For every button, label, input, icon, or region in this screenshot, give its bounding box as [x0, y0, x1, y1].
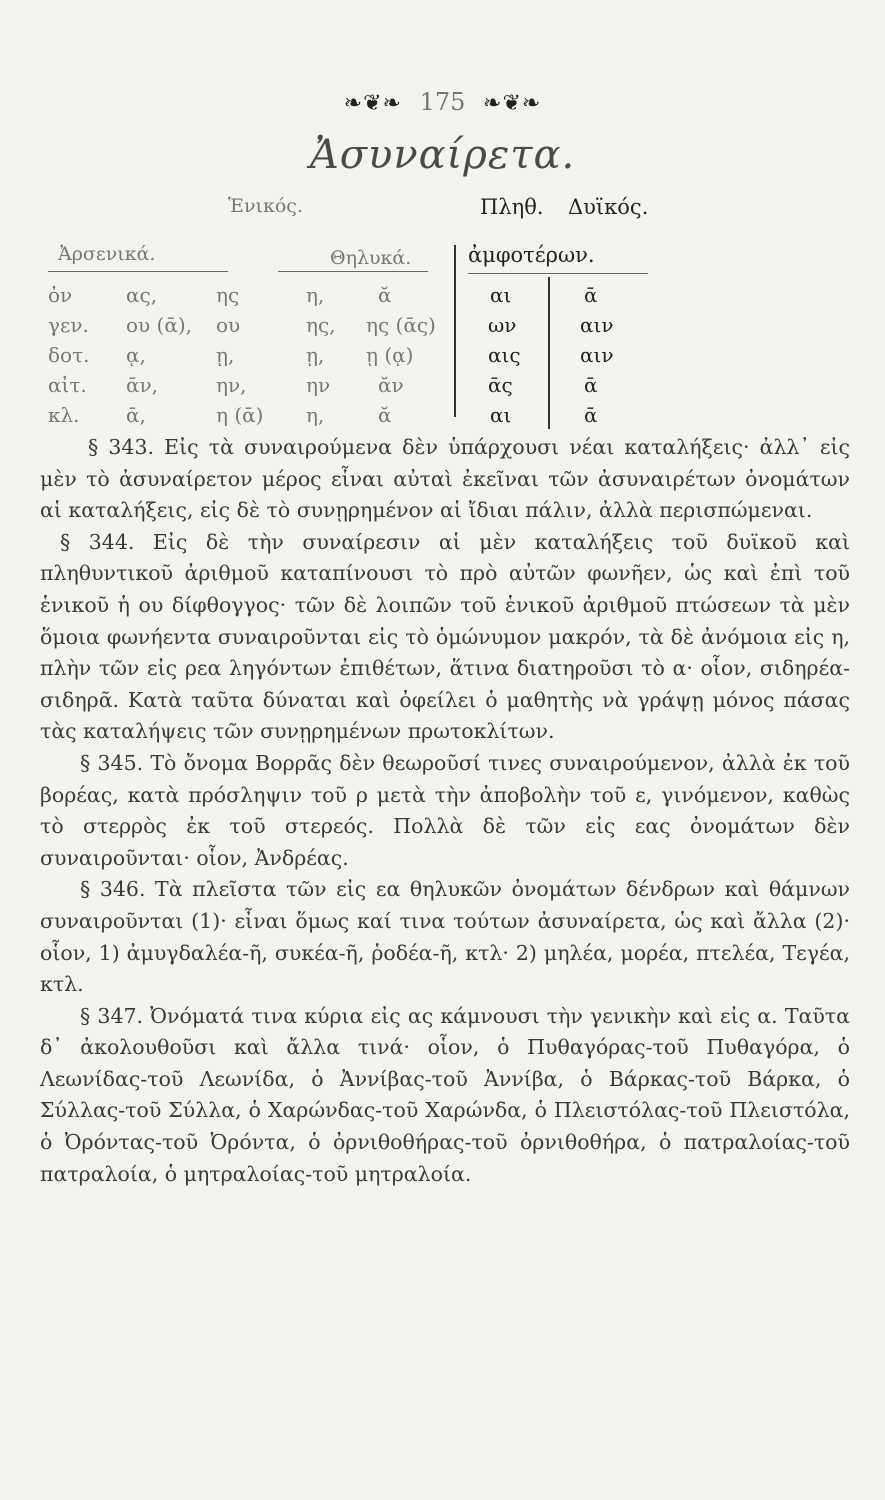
dual-ending: αιν — [580, 313, 614, 337]
dual-ending: ᾱ — [584, 283, 598, 307]
masc-ending-1: ᾱ, — [126, 403, 146, 427]
paragraph-345: § 345. Τὸ ὄνομα Βορρᾶς δὲν θεωροῦσί τινες συναιρούμενον, ἀλλὰ ἐκ τοῦ βορέας, κατὰ πρόσληψιν τοῦ ρ μετὰ τὴν ἀποβολὴν τοῦ ε, γινόμενον, καθὼς τὸ στερρὸς ἐκ τοῦ στερεός. Πολλὰ δὲ τῶν εἰς εας ὀνομάτων δὲν συναιροῦνται· οἷον, Ἀνδρέας. — [40, 750, 857, 870]
dual-subheading: ἀμφοτέρων. — [468, 243, 595, 267]
body-text — [40, 432, 857, 1190]
paragraph-347: § 347. Ὀνόματά τινα κύρια εἰς ας κάμνουσι τὴν γενικὴν καὶ εἰς α. Ταῦτα δ᾽ ἀκολουθοῦσι καὶ ἄλλα τινά· οἷον, ὁ Πυθαγόρας-τοῦ Πυθαγόρα, ὁ Λεωνίδας-τοῦ Λεωνίδα, ὁ Ἀννίβας-τοῦ Ἀννίβα, ὁ Βάρκας-τοῦ Βάρκα, ὁ Σύλλας-τοῦ Σύλλα, ὁ Χαρώνδας-τοῦ Χαρώνδα, ὁ Πλειστόλας-τοῦ Πλειστόλα, ὁ Ὀρόντας-τοῦ Ὀρόντα, ὁ ὀρνιθοθήρας-τοῦ ὀρνιθοθήρα, ὁ πατραλοίας-τοῦ πατραλοία, ὁ μητραλοίας-τοῦ μητραλοία. — [40, 1003, 857, 1186]
plural-heading: Πληθ. — [480, 195, 544, 219]
dual-ending: ᾱ — [584, 403, 598, 427]
fem-ending-1: η, — [306, 403, 325, 427]
singular-heading: Ἑνικός. — [228, 195, 303, 217]
table-row — [48, 403, 848, 429]
masc-ending-1: ας, — [126, 283, 158, 307]
masc-ending-1: ου (ᾱ), — [126, 313, 193, 337]
fem-ending-1: ην — [306, 373, 331, 397]
rule-feminine — [278, 271, 428, 272]
fem-ending-1: ης, — [306, 313, 336, 337]
paragraph-344: § 344. Εἰς δὲ τὴν συναίρεσιν αἱ μὲν καταλήξεις τοῦ δυϊκοῦ καὶ πληθυντικοῦ ἀριθμοῦ καταπίνουσι τὸ πρὸ αὐτῶν φωνῆεν, ὡς καὶ ἐπὶ τοῦ ἑνικοῦ ἡ ου δίφθογγος· τῶν δὲ λοιπῶν τοῦ ἑνικοῦ ἀριθμοῦ πτώσεων τὰ μὲν ὅμοια φωνήεντα συναιροῦνται εἰς τὸ ὁμώνυμον μακρόν, τὰ δὲ ἀνόμοια εἰς η, πλὴν τῶν εἰς ρεα ληγόντων ἐπιθέτων, ἅτινα διατηροῦσι τὸ α· οἷον, σιδηρέα-σιδηρᾶ. Κατὰ ταῦτα δύναται καὶ ὀφείλει ὁ μαθητὴς νὰ γράψῃ μόνος πάσας τὰς καταλήψεις τῶν συνῃρημένων πρωτοκλίτων. — [40, 529, 857, 744]
fem-ending-1: η, — [306, 283, 325, 307]
dual-ending: ᾱ — [584, 373, 598, 397]
page-header — [0, 88, 885, 116]
page-number: 175 — [419, 88, 466, 116]
page-title: Ἀσυναίρετα. — [309, 132, 576, 178]
fem-ending-2: ᾰ — [378, 403, 392, 427]
plural-ending: αι — [490, 283, 512, 307]
masc-ending-2: η (ᾱ) — [216, 403, 264, 427]
plural-ending: αι — [490, 403, 512, 427]
masc-ending-2: ου — [216, 313, 241, 337]
ornament-right-icon: ❧❦❧ — [483, 91, 542, 116]
plural-ending: αις — [488, 343, 521, 367]
rule-masculine — [48, 271, 228, 272]
declension-table — [48, 195, 848, 435]
plural-ending: ων — [488, 313, 517, 337]
dual-ending: αιν — [580, 343, 614, 367]
case-label: κλ. — [48, 403, 80, 427]
case-label: ὀν — [48, 283, 73, 307]
plural-ending: ᾱς — [488, 373, 513, 397]
masc-ending-2: ῃ, — [216, 343, 235, 367]
feminine-heading: Θηλυκά. — [330, 247, 412, 269]
paragraph-346: § 346. Τὰ πλεῖστα τῶν εἰς εα θηλυκῶν ὀνομάτων δένδρων καὶ θάμνων συναιροῦνται (1)· εἶναι ὅμως καί τινα τούτων ἀσυναίρετα, ὡς καὶ ἄλλα (2)· οἷον, 1) ἀμυγδαλέα-ῆ, συκέα-ῆ, ῥοδέα-ῆ, κτλ· 2) μηλέα, μορέα, πτελέα, Τεγέα, κτλ. — [40, 877, 857, 997]
ornament-left-icon: ❧❦❧ — [343, 91, 402, 116]
rule-plural-dual — [468, 273, 648, 274]
fem-ending-1: ῃ, — [306, 343, 325, 367]
fem-ending-2: ῃ (ᾳ) — [366, 343, 414, 367]
fem-ending-2: ης (ᾱς) — [366, 313, 436, 337]
table-row — [48, 373, 848, 399]
masc-ending-1: ᾳ, — [126, 343, 146, 367]
masc-ending-1: ᾱν, — [126, 373, 159, 397]
case-label: αἰτ. — [48, 373, 87, 397]
paragraph-343: § 343. Εἰς τὰ συναιρούμενα δὲν ὑπάρχουσι νέαι καταλήξεις· ἀλλ᾽ εἰς μὲν τὸ ἀσυναίρετον μέρος εἶναι αὐταὶ ἐκεῖναι τῶν ἀσυναιρέτων ὀνομάτων αἱ καταλήξεις, εἰς δὲ τὸ συνῃρημένον αἱ ἴδιαι πάλιν, ἀλλὰ περισπώμεναι. — [40, 435, 857, 523]
dual-heading: Δυϊκός. — [568, 195, 649, 219]
table-row — [48, 343, 848, 369]
table-row — [48, 283, 848, 309]
case-label: γεν. — [48, 313, 89, 337]
masc-ending-2: ης — [216, 283, 240, 307]
fem-ending-2: ᾰν — [378, 373, 404, 397]
fem-ending-2: ᾰ — [378, 283, 392, 307]
masculine-heading: Ἀρσενικά. — [58, 243, 156, 265]
case-label: δοτ. — [48, 343, 90, 367]
masc-ending-2: ην, — [216, 373, 247, 397]
table-row — [48, 313, 848, 339]
